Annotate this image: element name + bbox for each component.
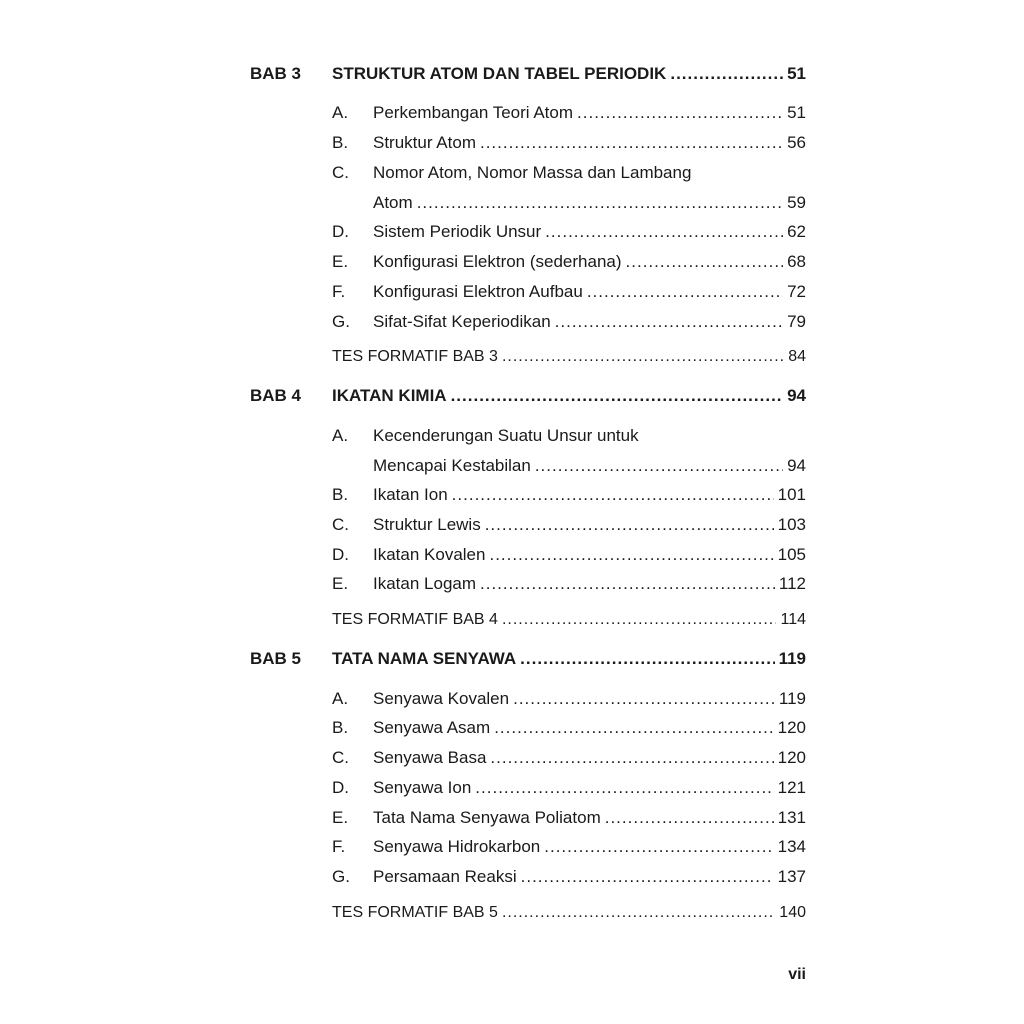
chapter-title: STRUKTUR ATOM DAN TABEL PERIODIK [332,64,667,83]
toc-item [332,162,806,184]
item-page-number: 62 [787,222,806,241]
dot-leader [605,807,774,829]
item-page-number: 105 [777,545,806,564]
item-title: Struktur Atom [373,133,476,152]
tes-page-number: 84 [788,348,806,365]
toc-item-continuation [373,455,806,477]
dot-leader [485,514,774,536]
item-title: Sistem Periodik Unsur [373,222,542,241]
chapter-number: BAB 4 [250,386,302,405]
item-title: Nomor Atom, Nomor Massa dan Lambang [373,163,692,182]
chapter-number: BAB 5 [250,649,302,668]
item-title-continuation: Mencapai Kestabilan [373,456,531,475]
tes-formatif-row [332,902,806,924]
chapter-page-number: 51 [787,64,806,83]
item-page-number: 120 [777,748,806,767]
item-page-number: 101 [777,485,806,504]
item-page-number: 94 [787,456,806,475]
dot-leader [535,455,783,477]
dot-leader [577,102,783,124]
item-title-continuation: Atom [373,193,413,212]
item-page-number: 103 [777,515,806,534]
dot-leader [502,346,784,368]
toc-item [332,717,806,739]
dot-leader [545,221,783,243]
page-number: vii [788,966,806,983]
item-letter: E. [332,574,349,593]
item-letter: D. [332,545,349,564]
dot-leader [480,132,783,154]
item-page-number: 131 [777,808,806,827]
toc-item [332,836,806,858]
tes-formatif-row [332,346,806,368]
dot-leader [520,648,774,670]
item-title: Perkembangan Teori Atom [373,103,574,122]
dot-leader [521,866,774,888]
chapter-page-number: 94 [787,386,806,405]
item-letter: C. [332,748,349,767]
item-title: Senyawa Asam [373,718,491,737]
item-letter: C. [332,163,349,182]
tes-title: TES FORMATIF BAB 5 [332,904,498,921]
toc-item [332,777,806,799]
dot-leader [451,385,784,407]
item-page-number: 119 [778,689,806,708]
toc-item [332,425,806,447]
item-letter: A. [332,426,349,445]
item-page-number: 112 [778,574,806,593]
item-letter: B. [332,133,349,152]
toc-item [332,311,806,333]
chapter-number: BAB 3 [250,64,302,83]
dot-leader [417,192,783,214]
item-page-number: 59 [787,193,806,212]
toc-item [332,251,806,273]
toc-item [332,132,806,154]
toc-item [332,573,806,595]
item-title: Senyawa Hidrokarbon [373,837,541,856]
item-page-number: 134 [777,837,806,856]
toc-item [332,102,806,124]
toc-item [332,747,806,769]
toc-item [332,688,806,710]
dot-leader [490,747,773,769]
toc-item-continuation [373,192,806,214]
item-title: Ikatan Logam [373,574,477,593]
item-page-number: 51 [787,103,806,122]
item-letter: E. [332,252,349,271]
item-title: Senyawa Kovalen [373,689,510,708]
item-title: Struktur Lewis [373,515,481,534]
toc-item [332,514,806,536]
item-letter: D. [332,778,349,797]
chapter-title: TATA NAMA SENYAWA [332,649,517,668]
tes-title: TES FORMATIF BAB 3 [332,348,498,365]
dot-leader [475,777,773,799]
toc-item [332,281,806,303]
item-page-number: 120 [777,718,806,737]
item-letter: A. [332,103,349,122]
item-letter: F. [332,282,346,301]
dot-leader [544,836,773,858]
item-title: Ikatan Ion [373,485,448,504]
item-title: Sifat-Sifat Keperiodikan [373,312,551,331]
dot-leader [489,544,773,566]
item-page-number: 137 [777,867,806,886]
dot-leader [626,251,784,273]
dot-leader [670,63,783,85]
item-letter: D. [332,222,349,241]
item-letter: B. [332,485,349,504]
tes-page-number: 140 [779,904,806,921]
item-letter: G. [332,312,350,331]
chapter-row-bab5 [250,648,806,670]
item-page-number: 56 [787,133,806,152]
item-page-number: 121 [777,778,806,797]
item-title: Senyawa Basa [373,748,487,767]
item-title: Konfigurasi Elektron (sederhana) [373,252,622,271]
item-letter: E. [332,808,349,827]
item-page-number: 72 [787,282,806,301]
chapter-title: IKATAN KIMIA [332,386,447,405]
item-title: Ikatan Kovalen [373,545,486,564]
item-title: Kecenderungan Suatu Unsur untuk [373,426,639,445]
tes-title: TES FORMATIF BAB 4 [332,611,498,628]
toc-item [332,484,806,506]
item-title: Konfigurasi Elektron Aufbau [373,282,583,301]
toc-item [332,807,806,829]
item-letter: F. [332,837,346,856]
toc-item [332,221,806,243]
dot-leader [587,281,783,303]
item-page-number: 79 [787,312,806,331]
item-letter: B. [332,718,349,737]
chapter-row-bab4 [250,385,806,407]
item-title: Tata Nama Senyawa Poliatom [373,808,601,827]
dot-leader [502,609,777,631]
item-letter: G. [332,867,350,886]
dot-leader [555,311,783,333]
dot-leader [494,717,773,739]
dot-leader [513,688,775,710]
dot-leader [502,902,775,924]
item-letter: A. [332,689,349,708]
toc-item [332,866,806,888]
chapter-row-bab3 [250,63,806,85]
item-title: Senyawa Ion [373,778,472,797]
dot-leader [452,484,774,506]
toc-item [332,544,806,566]
chapter-page-number: 119 [778,649,806,668]
dot-leader [480,573,775,595]
item-letter: C. [332,515,349,534]
item-title: Persamaan Reaksi [373,867,517,886]
tes-page-number: 114 [780,611,806,628]
item-page-number: 68 [787,252,806,271]
tes-formatif-row [332,609,806,631]
